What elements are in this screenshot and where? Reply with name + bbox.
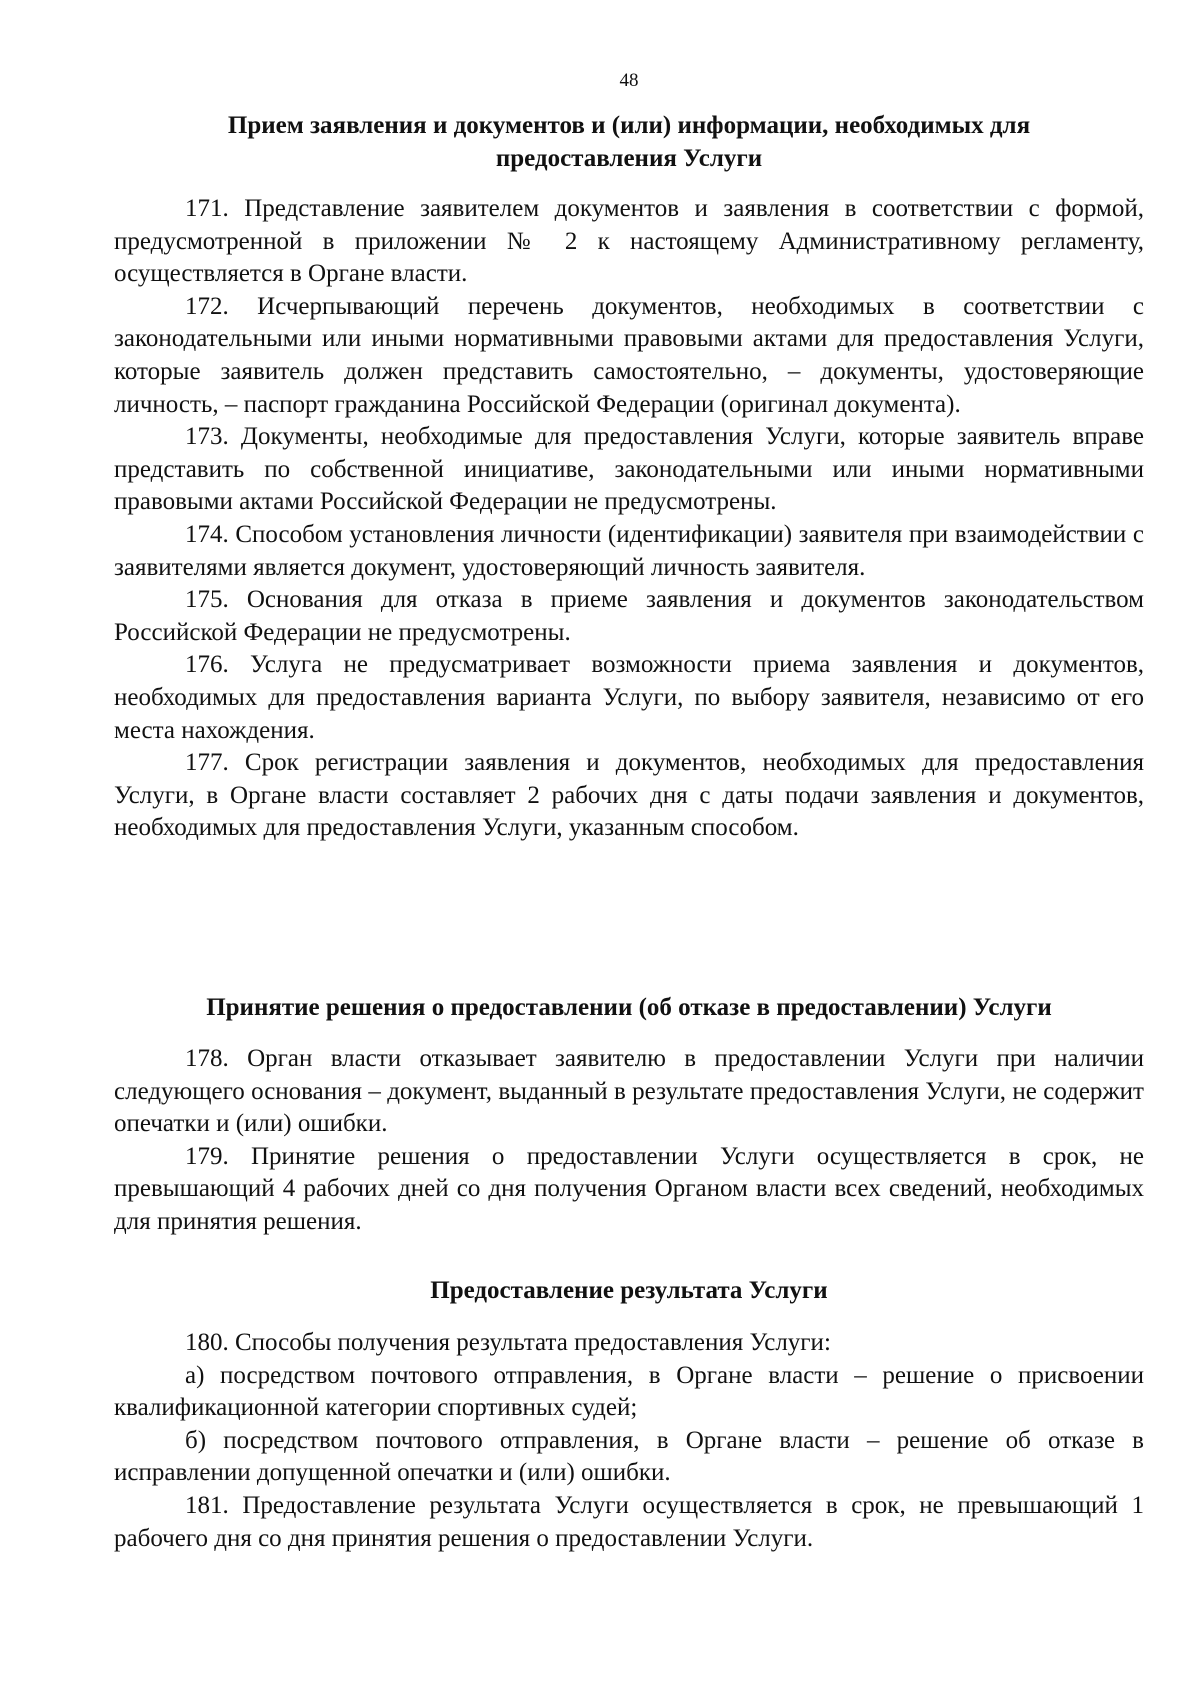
- section-body-result: [114, 1327, 1144, 1555]
- paragraph-176: 176. Услуга не предусматривает возможности приема заявления и документов, необходимых для предоставления варианта Услуги, по выбору заявителя, независимо от его места нахождения.: [114, 651, 1144, 744]
- section-heading-result: [114, 1275, 1144, 1308]
- heading-line: Прием заявления и документов и (или) информации, необходимых для: [227, 112, 1031, 139]
- paragraph-173: 173. Документы, необходимые для предоставления Услуги, которые заявитель вправе представить по собственной инициативе, законодательными или иными нормативными правовыми актами Российской Федерации не предусмотрены.: [114, 423, 1144, 516]
- heading-line: Принятие решения о предоставлении (об отказе в предоставлении) Услуги: [206, 994, 1052, 1021]
- section-heading-decision: [114, 992, 1144, 1025]
- paragraph-175: 175. Основания для отказа в приеме заявления и документов законодательством Российской Федерации не предусмотрены.: [114, 586, 1144, 646]
- paragraph-181: 181. Предоставление результата Услуги осуществляется в срок, не превышающий 1 рабочего дня со дня принятия решения о предоставлении Услуги.: [114, 1491, 1144, 1552]
- paragraph-171: 171. Представление заявителем документов и заявления в соответствии с формой, предусмотренной в приложении № 2 к настоящему Административному регламенту, осуществляется в Органе власти.: [114, 195, 1144, 288]
- section-heading-reception: [114, 110, 1144, 175]
- heading-line: предоставления Услуги: [495, 144, 763, 172]
- paragraph-180-a: а) посредством почтового отправления, в Органе власти – решение о присвоении квалификационной категории спортивных судей;: [114, 1361, 1144, 1422]
- paragraph-180: 180. Способы получения результата предоставления Услуги:: [185, 1329, 831, 1356]
- paragraph-179: 179. Принятие решения о предоставлении Услуги осуществляется в срок, не превышающий 4 рабочих дней со дня получения Органом власти всех сведений, необходимых для принятия решения.: [114, 1142, 1144, 1235]
- paragraph-177: 177. Срок регистрации заявления и документов, необходимых для предоставления Услуги, в Органе власти составляет 2 рабочих дня с даты подачи заявления и документов, необходимых для предоставления Услуги, указанным способом.: [114, 749, 1144, 842]
- paragraph-174: 174. Способом установления личности (идентификации) заявителя при взаимодействии с заявителями является документ, удостоверяющий личность заявителя.: [114, 520, 1144, 581]
- paragraph-178: 178. Орган власти отказывает заявителю в предоставлении Услуги при наличии следующего основания – документ, выданный в результате предоставления Услуги, не содержит опечатки и (или) ошибки.: [114, 1045, 1144, 1138]
- section-body-decision: [114, 1043, 1144, 1239]
- section-body-reception: [114, 193, 1144, 845]
- page-number: 48: [619, 70, 639, 91]
- paragraph-172: 172. Исчерпывающий перечень документов, необходимых в соответствии с законодательными или иными нормативными правовыми актами для предоставления Услуги, которые заявитель должен представить самостоятельно, – документы, удостоверяющие личность, – паспорт гражданина Российской Федерации (оригинал документа).: [114, 292, 1144, 418]
- paragraph-180-b: б) посредством почтового отправления, в Органе власти – решение об отказе в исправлении допущенной опечатки и (или) ошибки.: [114, 1426, 1144, 1487]
- heading-line: Предоставление результата Услуги: [430, 1277, 828, 1304]
